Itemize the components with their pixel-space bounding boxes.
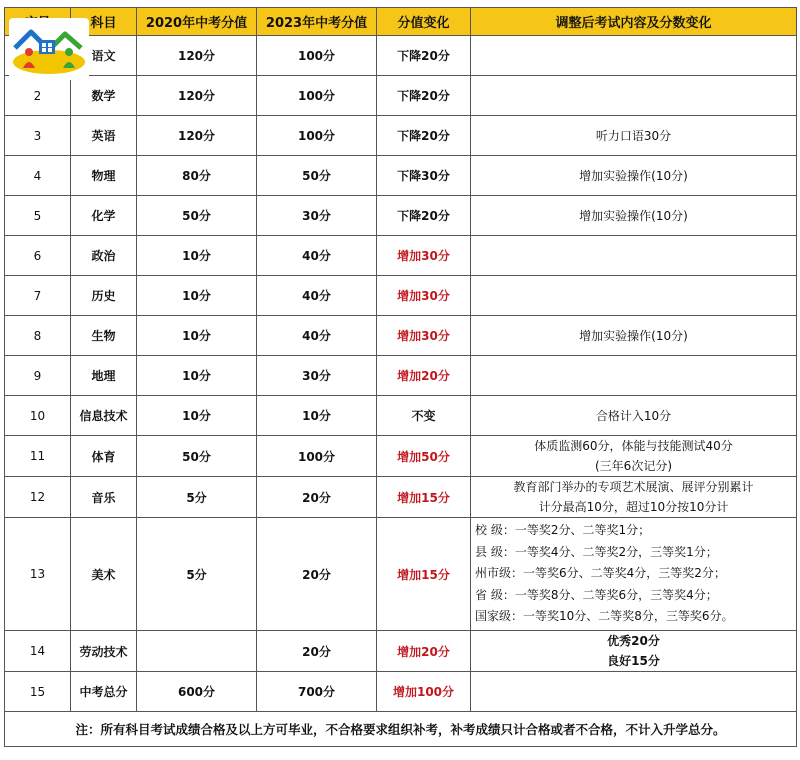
row-note — [471, 356, 797, 396]
table-row — [5, 316, 797, 356]
row-change: 下降20分 — [377, 116, 471, 156]
row-no: 2 — [5, 76, 71, 116]
row-2023: 40分 — [257, 276, 377, 316]
row-2020: 5分 — [137, 477, 257, 518]
row-2020: 50分 — [137, 196, 257, 236]
table-row — [5, 436, 797, 477]
note-line: 计分最高10分，超过10分按10分计 — [538, 500, 729, 514]
row-2020: 10分 — [137, 316, 257, 356]
award-line: 县 级：一等奖4分、二等奖2分，三等奖1分； — [475, 544, 718, 559]
row-subject: 化学 — [71, 196, 137, 236]
row-2020: 10分 — [137, 396, 257, 436]
table-header-row — [5, 8, 797, 36]
header-subject: 科目 — [71, 8, 137, 36]
note-line: 优秀20分 — [607, 634, 660, 648]
house-family-icon — [9, 18, 89, 80]
award-line: 省 级：一等奖8分、二等奖6分，三等奖4分； — [475, 587, 718, 602]
table-row — [5, 396, 797, 436]
row-subject: 地理 — [71, 356, 137, 396]
row-change: 不变 — [377, 396, 471, 436]
row-note: 听力口语30分 — [471, 116, 797, 156]
row-subject: 语文 — [71, 36, 137, 76]
row-subject: 信息技术 — [71, 396, 137, 436]
row-2023: 30分 — [257, 356, 377, 396]
row-no: 7 — [5, 276, 71, 316]
row-subject: 历史 — [71, 276, 137, 316]
row-no: 14 — [5, 631, 71, 672]
row-change: 增加100分 — [377, 672, 471, 712]
row-change: 增加30分 — [377, 316, 471, 356]
row-2020: 10分 — [137, 276, 257, 316]
row-change: 下降30分 — [377, 156, 471, 196]
row-2020: 10分 — [137, 356, 257, 396]
table-row — [5, 356, 797, 396]
row-2023: 100分 — [257, 116, 377, 156]
row-change: 增加20分 — [377, 631, 471, 672]
row-change: 下降20分 — [377, 36, 471, 76]
note-line: 教育部门举办的专项艺术展演、展评分别累计 — [513, 480, 754, 494]
table-row — [5, 116, 797, 156]
row-2020: 80分 — [137, 156, 257, 196]
table-row — [5, 76, 797, 116]
row-2023: 10分 — [257, 396, 377, 436]
row-no: 13 — [5, 518, 71, 631]
row-note — [471, 436, 797, 477]
row-no: 11 — [5, 436, 71, 477]
header-2023: 2023年中考分值 — [257, 8, 377, 36]
header-2020: 2020年中考分值 — [137, 8, 257, 36]
row-2020: 120分 — [137, 36, 257, 76]
row-no: 8 — [5, 316, 71, 356]
row-change: 下降20分 — [377, 76, 471, 116]
table-row — [5, 36, 797, 76]
note-line: (三年6次记分) — [595, 459, 672, 473]
row-2023: 700分 — [257, 672, 377, 712]
row-2020: 120分 — [137, 76, 257, 116]
row-change: 增加15分 — [377, 518, 471, 631]
score-comparison-table — [4, 7, 797, 747]
row-change: 增加20分 — [377, 356, 471, 396]
table-row — [5, 236, 797, 276]
award-line: 校 级：一等奖2分、二等奖1分； — [475, 523, 651, 538]
row-subject: 劳动技术 — [71, 631, 137, 672]
row-2020 — [137, 631, 257, 672]
row-2023: 20分 — [257, 477, 377, 518]
footer-row — [5, 712, 797, 747]
row-note — [471, 631, 797, 672]
row-2023: 30分 — [257, 196, 377, 236]
row-2023: 40分 — [257, 236, 377, 276]
row-2023: 100分 — [257, 76, 377, 116]
row-subject: 政治 — [71, 236, 137, 276]
row-change: 下降20分 — [377, 196, 471, 236]
row-subject: 美术 — [71, 518, 137, 631]
row-subject: 物理 — [71, 156, 137, 196]
row-subject: 数学 — [71, 76, 137, 116]
table-row — [5, 477, 797, 518]
note-line: 良好15分 — [607, 654, 660, 668]
row-2020: 5分 — [137, 518, 257, 631]
row-no: 10 — [5, 396, 71, 436]
footer-note: 注：所有科目考试成绩合格及以上方可毕业，不合格要求组织补考，补考成绩只计合格或者不合格，不计入升学总分。 — [5, 712, 797, 747]
table-row — [5, 518, 797, 631]
row-subject: 生物 — [71, 316, 137, 356]
row-no: 12 — [5, 477, 71, 518]
row-2020: 10分 — [137, 236, 257, 276]
row-note — [471, 276, 797, 316]
table-row — [5, 156, 797, 196]
row-no: 15 — [5, 672, 71, 712]
row-subject: 英语 — [71, 116, 137, 156]
row-note — [471, 236, 797, 276]
row-no: 3 — [5, 116, 71, 156]
row-note: 增加实验操作(10分) — [471, 316, 797, 356]
row-note: 合格计入10分 — [471, 396, 797, 436]
row-2020: 600分 — [137, 672, 257, 712]
row-note: 增加实验操作(10分) — [471, 156, 797, 196]
table-row — [5, 631, 797, 672]
row-2023: 50分 — [257, 156, 377, 196]
row-2023: 20分 — [257, 631, 377, 672]
table-row — [5, 276, 797, 316]
note-line: 体质监测60分，体能与技能测试40分 — [534, 439, 733, 453]
row-2023: 100分 — [257, 36, 377, 76]
row-change: 增加30分 — [377, 276, 471, 316]
row-no: 4 — [5, 156, 71, 196]
row-note: 增加实验操作(10分) — [471, 196, 797, 236]
row-2020: 50分 — [137, 436, 257, 477]
row-2023: 20分 — [257, 518, 377, 631]
row-note — [471, 477, 797, 518]
row-note — [471, 76, 797, 116]
row-subject: 体育 — [71, 436, 137, 477]
row-note — [471, 672, 797, 712]
table-row — [5, 672, 797, 712]
award-line: 国家级：一等奖10分、二等奖8分，三等奖6分。 — [475, 609, 734, 624]
row-change: 增加30分 — [377, 236, 471, 276]
award-line: 州市级：一等奖6分、二等奖4分，三等奖2分； — [475, 566, 726, 581]
row-2020: 120分 — [137, 116, 257, 156]
row-no: 9 — [5, 356, 71, 396]
row-subject: 中考总分 — [71, 672, 137, 712]
row-2023: 40分 — [257, 316, 377, 356]
row-note — [471, 36, 797, 76]
table-row — [5, 196, 797, 236]
row-no: 6 — [5, 236, 71, 276]
row-note — [471, 518, 797, 631]
row-no: 5 — [5, 196, 71, 236]
row-change: 增加15分 — [377, 477, 471, 518]
row-2023: 100分 — [257, 436, 377, 477]
row-subject: 音乐 — [71, 477, 137, 518]
header-notes: 调整后考试内容及分数变化 — [471, 8, 797, 36]
header-change: 分值变化 — [377, 8, 471, 36]
row-change: 增加50分 — [377, 436, 471, 477]
